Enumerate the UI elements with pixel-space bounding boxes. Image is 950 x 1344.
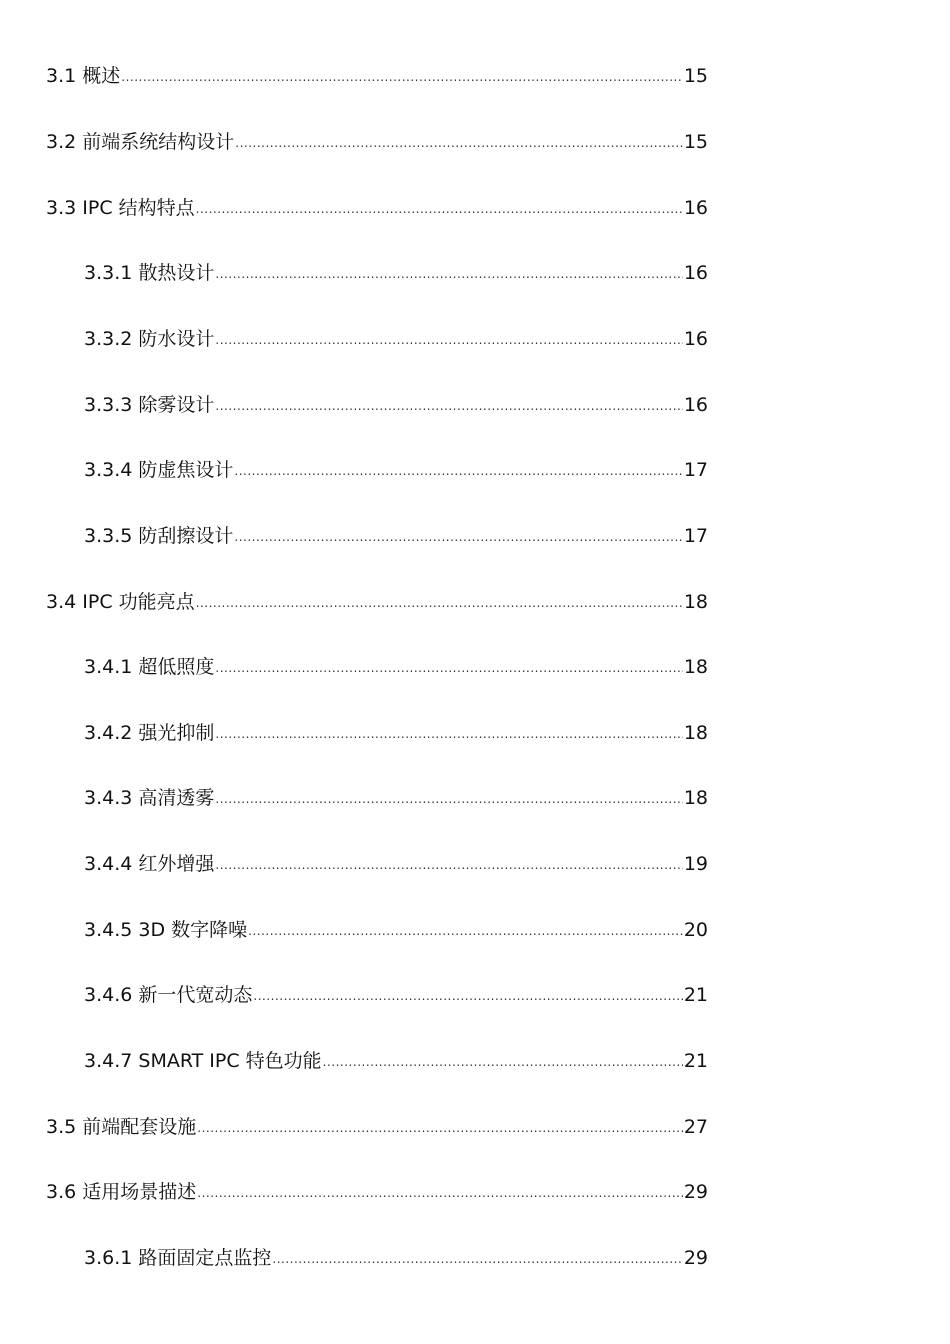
- dot-leader: [215, 727, 682, 741]
- dot-leader: [234, 530, 682, 544]
- toc-entry-page: 29: [683, 1247, 708, 1269]
- toc-entry-label: 3.3.3 除雾设计: [84, 394, 215, 416]
- toc-entry-page: 21: [683, 984, 708, 1006]
- toc-entry-page: 15: [683, 131, 708, 153]
- dot-leader: [215, 333, 682, 347]
- dot-leader: [196, 202, 683, 216]
- toc-entry-3-3-3[interactable]: [84, 387, 708, 417]
- dot-leader: [253, 989, 682, 1003]
- toc-entry-3-4-5[interactable]: [84, 912, 708, 942]
- dot-leader: [196, 596, 683, 610]
- toc-entry-label: 3.6 适用场景描述: [46, 1181, 197, 1203]
- toc-entry-label: 3.4.3 高清透雾: [84, 787, 215, 809]
- toc-entry-label: 3.3.2 防水设计: [84, 328, 215, 350]
- toc-entry-3-6-1[interactable]: [84, 1240, 708, 1270]
- toc-entry-page: 27: [683, 1116, 708, 1138]
- toc-entry-3-4[interactable]: [46, 584, 708, 614]
- dot-leader: [197, 1121, 683, 1135]
- toc-entry-label: 3.3.5 防刮擦设计: [84, 525, 234, 547]
- toc-entry-label: 3.4.5 3D 数字降噪: [84, 919, 248, 941]
- toc-entry-3-4-1[interactable]: [84, 649, 708, 679]
- dot-leader: [215, 399, 682, 413]
- toc-entry-3-4-7[interactable]: [84, 1043, 708, 1073]
- toc-entry-label: 3.3.1 散热设计: [84, 262, 215, 284]
- toc-entry-page: 17: [683, 525, 708, 547]
- toc-entry-label: 3.4 IPC 功能亮点: [46, 591, 195, 613]
- toc-entry-page: 18: [683, 656, 708, 678]
- toc-entry-3-3-4[interactable]: [84, 452, 708, 482]
- dot-leader: [272, 1252, 682, 1266]
- toc-entry-3-1[interactable]: [46, 58, 708, 88]
- dot-leader: [215, 858, 682, 872]
- toc-entry-page: 18: [683, 787, 708, 809]
- dot-leader: [215, 267, 682, 281]
- toc-entry-label: 3.2 前端系统结构设计: [46, 131, 235, 153]
- toc-entry-label: 3.4.2 强光抑制: [84, 722, 215, 744]
- dot-leader: [215, 661, 682, 675]
- toc-entry-3-3-1[interactable]: [84, 255, 708, 285]
- toc-entry-label: 3.3.4 防虚焦设计: [84, 459, 234, 481]
- toc-entry-3-3-5[interactable]: [84, 518, 708, 548]
- toc-entry-3-3-2[interactable]: [84, 321, 708, 351]
- toc-entry-page: 15: [683, 65, 708, 87]
- toc-entry-label: 3.5 前端配套设施: [46, 1116, 197, 1138]
- toc-entry-page: 17: [683, 459, 708, 481]
- toc-entry-label: 3.4.6 新一代宽动态: [84, 984, 253, 1006]
- dot-leader: [235, 136, 683, 150]
- toc-entry-3-3[interactable]: [46, 190, 708, 220]
- toc-entry-3-6[interactable]: [46, 1174, 708, 1204]
- toc-entry-page: 18: [683, 591, 708, 613]
- toc-entry-label: 3.4.4 红外增强: [84, 853, 215, 875]
- toc-entry-page: 16: [683, 262, 708, 284]
- toc-entry-page: 16: [683, 197, 708, 219]
- dot-leader: [234, 464, 682, 478]
- toc-entry-3-4-3[interactable]: [84, 780, 708, 810]
- toc-entry-3-5[interactable]: [46, 1109, 708, 1139]
- toc-entry-page: 20: [683, 919, 708, 941]
- toc-entry-page: 29: [683, 1181, 708, 1203]
- toc-entry-label: 3.1 概述: [46, 65, 121, 87]
- toc-entry-3-4-2[interactable]: [84, 715, 708, 745]
- toc-entry-label: 3.6.1 路面固定点监控: [84, 1247, 272, 1269]
- toc-entry-page: 19: [683, 853, 708, 875]
- dot-leader: [215, 792, 682, 806]
- dot-leader: [323, 1055, 683, 1069]
- toc-entry-3-2[interactable]: [46, 124, 708, 154]
- toc-entry-page: 21: [683, 1050, 708, 1072]
- toc-entry-page: 16: [683, 328, 708, 350]
- dot-leader: [197, 1186, 683, 1200]
- toc-entry-page: 16: [683, 394, 708, 416]
- toc-entry-label: 3.3 IPC 结构特点: [46, 197, 195, 219]
- toc-entry-3-4-6[interactable]: [84, 977, 708, 1007]
- dot-leader: [121, 70, 683, 84]
- dot-leader: [248, 924, 683, 938]
- toc-entry-page: 18: [683, 722, 708, 744]
- toc-entry-label: 3.4.1 超低照度: [84, 656, 215, 678]
- toc-entry-3-4-4[interactable]: [84, 846, 708, 876]
- toc-entry-label: 3.4.7 SMART IPC 特色功能: [84, 1050, 322, 1072]
